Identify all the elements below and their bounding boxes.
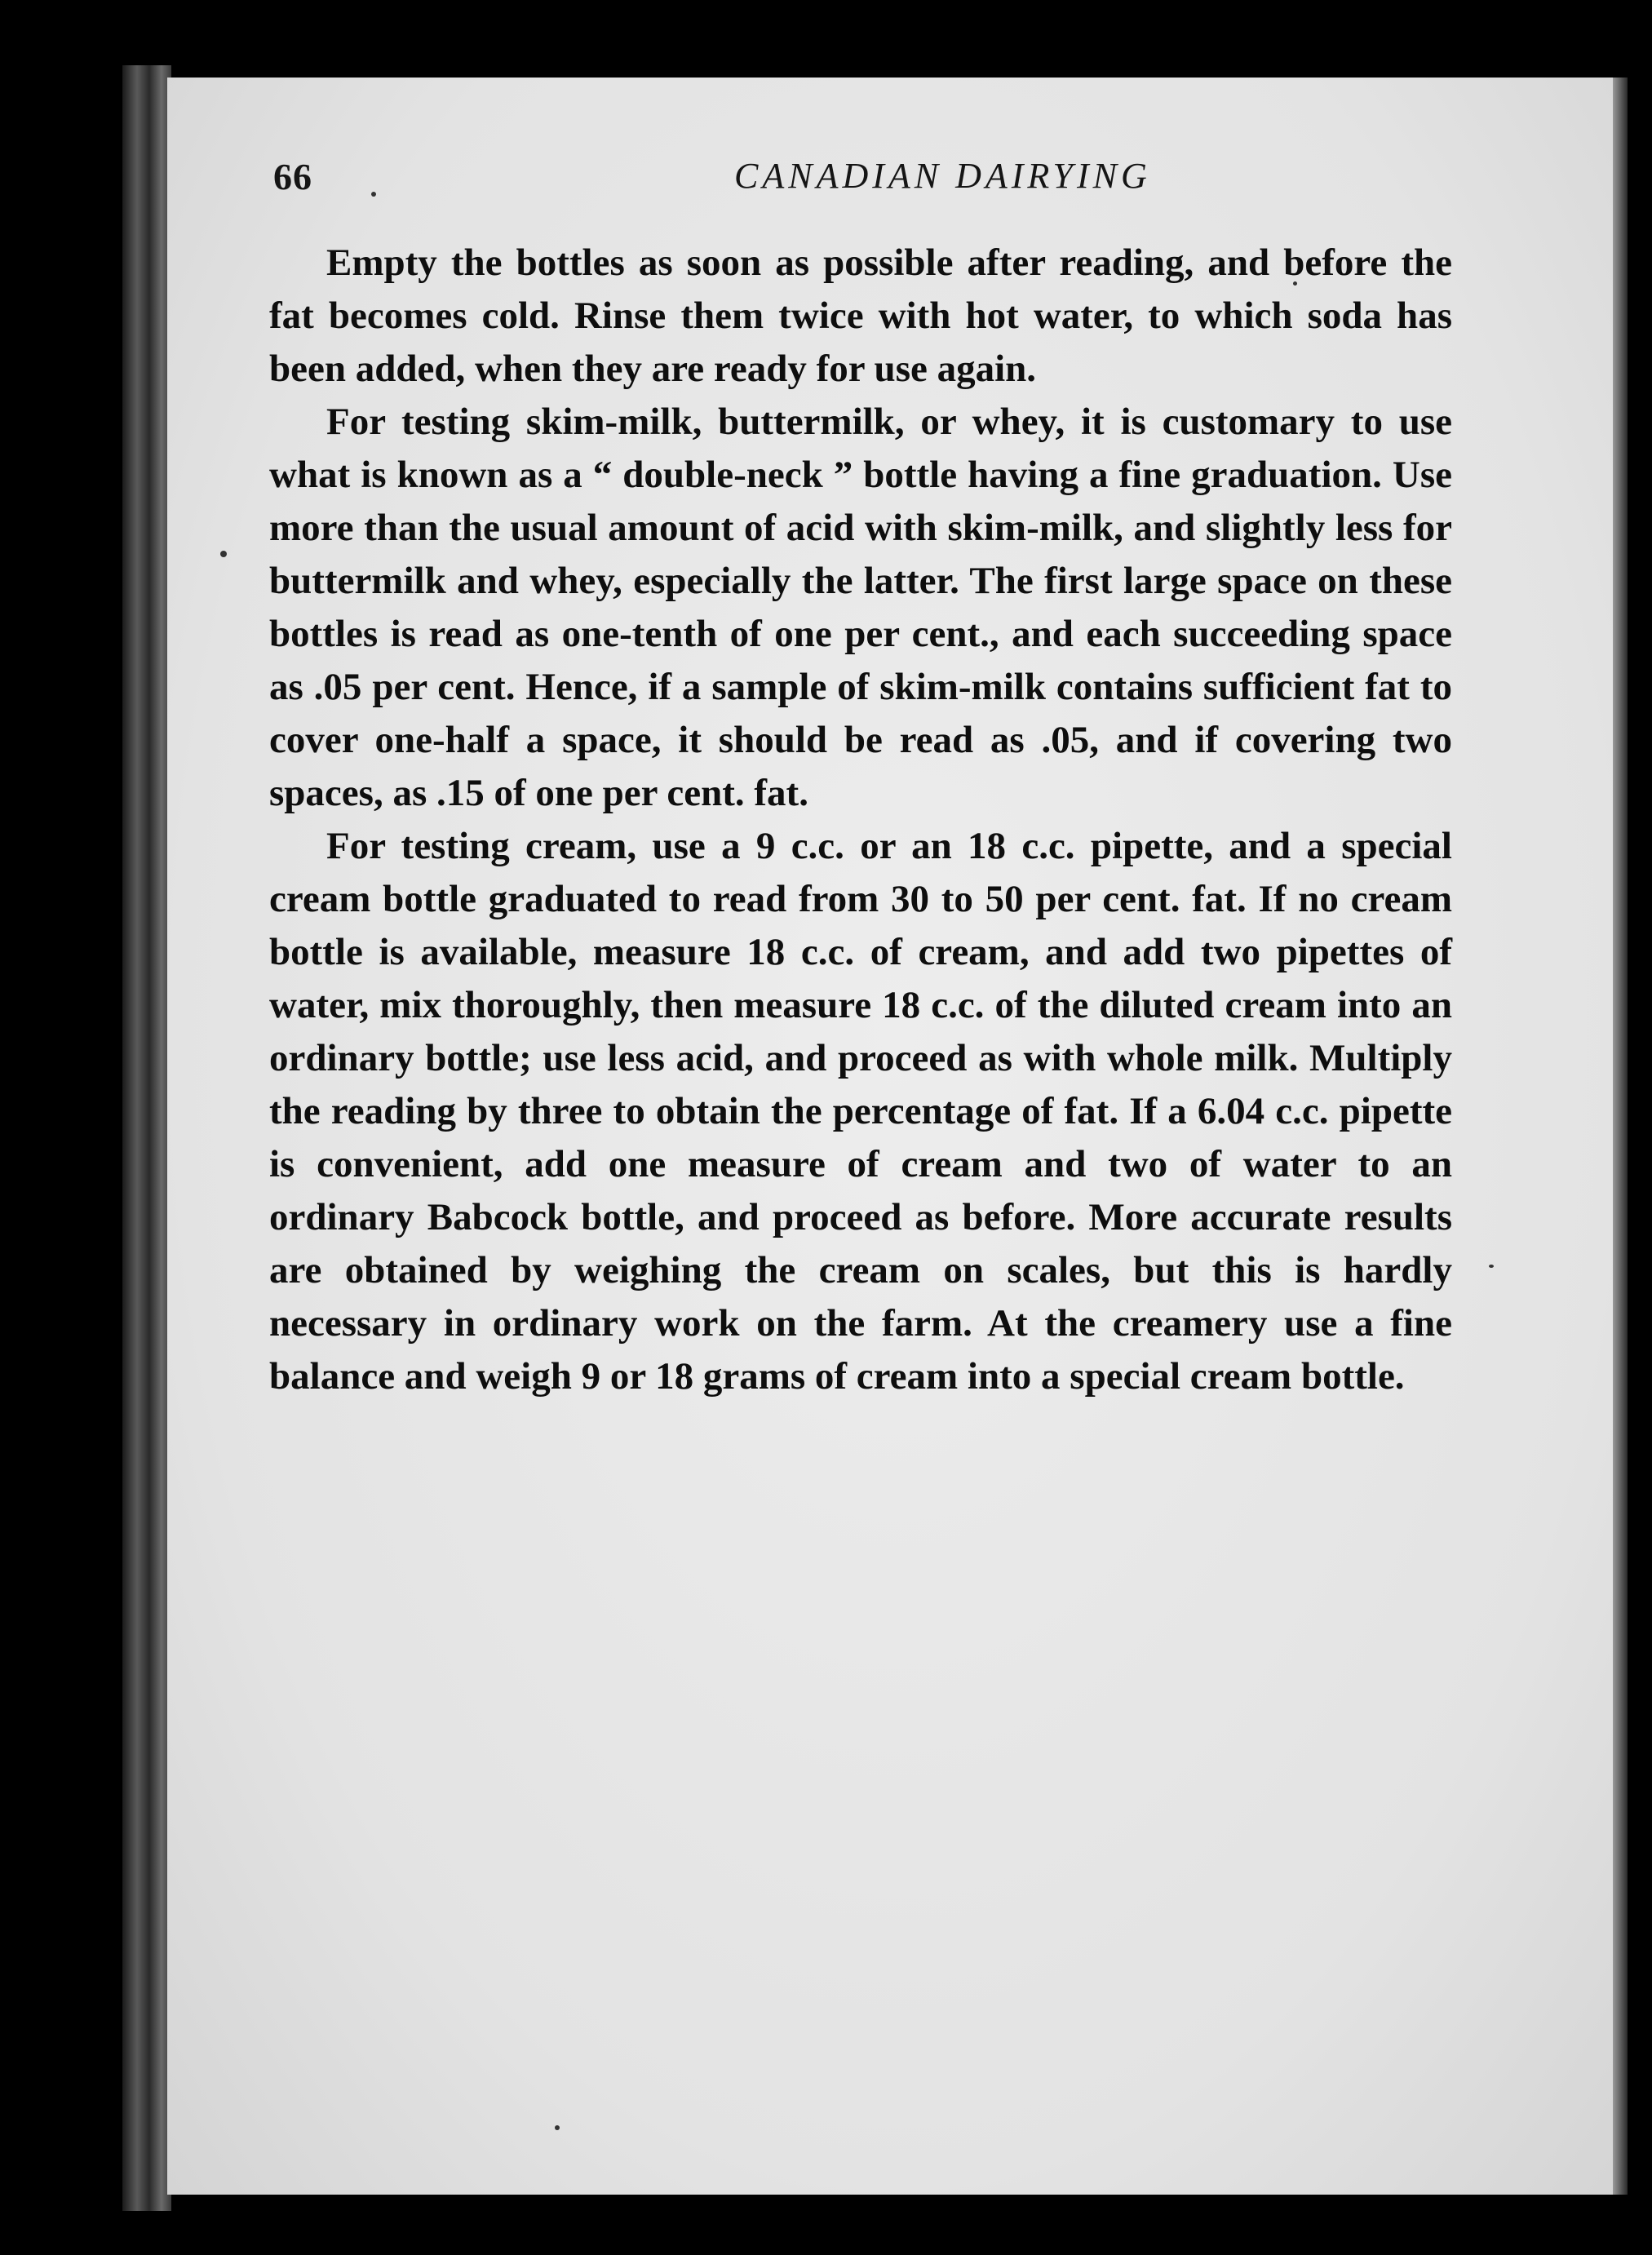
body-text — [269, 237, 1452, 1403]
running-title: CANADIAN DAIRYING — [734, 156, 1151, 196]
book-spine-shadow — [122, 65, 171, 2211]
page-number: 66 — [273, 156, 312, 197]
paper-speck — [1489, 1265, 1494, 1268]
paper-speck — [220, 551, 227, 557]
page-right-edge-shadow — [1613, 78, 1628, 2195]
paragraph-skim-milk-testing: For testing skim-milk, buttermilk, or whey, it is customary to use what is known as a “ double-neck ” bottle having a fine graduation. Use more than the usual amount of acid with skim-milk, and slightly less for buttermilk and whey, especially the latter. The first large space on these bottles is read as one-tenth of one per cent., and each succeeding space as .05 per cent. Hence, if a sample of skim-milk contains sufficient fat to cover one-half a space, it should be read as .05, and if covering two spaces, as .15 of one per cent. fat. — [269, 401, 1452, 814]
paragraph-cream-testing: For testing cream, use a 9 c.c. or an 18 c.c. pipette, and a special cream bottle graduated to read from 30 to 50 per cent. fat. If no cream bottle is available, measure 18 c.c. of cream, and add two pipettes of water, mix thoroughly, then measure 18 c.c. of the diluted cream into an ordinary bottle; use less acid, and proceed as with whole milk. Multiply the reading by three to obtain the percentage of fat. If a 6.04 c.c. pipette is convenient, add one measure of cream and two of water to an ordinary Babcock bottle, and proceed as before. More accurate results are obtained by weighing the cream on scales, but this is hardly necessary in ordinary work on the farm. At the creamery use a fine balance and weigh 9 or 18 grams of cream into a special cream bottle. — [269, 825, 1452, 1398]
paragraph-rinsing: Empty the bottles as soon as possible after reading, and before the fat becomes cold. Rinse them twice with hot water, to which soda has been added, when they are ready for use again. — [269, 241, 1452, 390]
paper-speck — [555, 2125, 560, 2130]
running-head — [273, 155, 1456, 204]
